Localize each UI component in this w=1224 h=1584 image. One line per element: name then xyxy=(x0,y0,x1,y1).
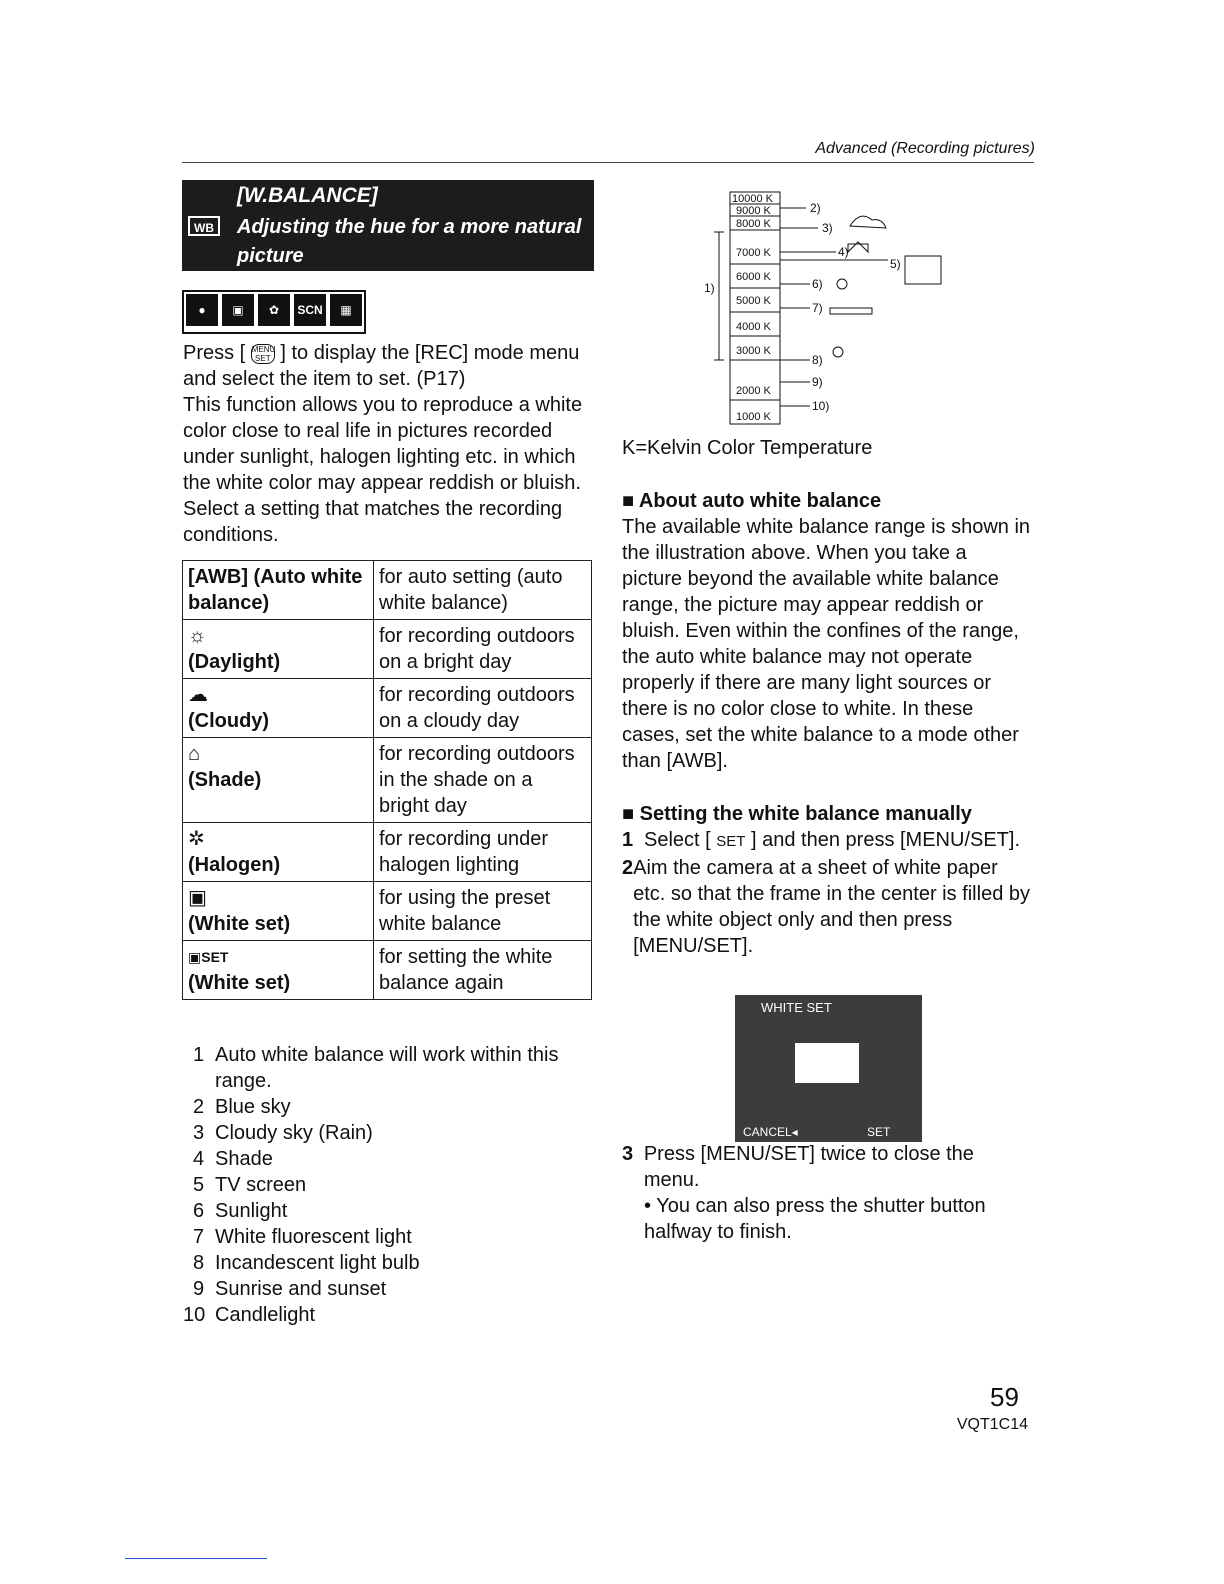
temp-label: 6000 K xyxy=(736,271,771,283)
diagram-caption: K=Kelvin Color Temperature xyxy=(622,437,873,459)
white-balance-table xyxy=(182,560,592,1000)
temp-label: 2000 K xyxy=(736,385,771,397)
screen-set: SET xyxy=(867,1125,891,1139)
normal-mode-icon: ● xyxy=(184,292,220,328)
table-cell: for recording outdoors in the shade on a bright day xyxy=(374,738,592,823)
section-header: Advanced (Recording pictures) xyxy=(815,140,1035,157)
step-3: 3 Press [MENU/SET] twice to close the menu. xyxy=(622,1143,974,1191)
marker-label: 7) xyxy=(812,301,823,315)
screen-cancel: CANCEL◂ xyxy=(743,1125,798,1139)
title-line1: [W.BALANCE] xyxy=(237,184,378,207)
intro-text xyxy=(183,340,583,548)
motion-picture-mode-icon: ▦ xyxy=(328,292,364,328)
table-row xyxy=(183,561,592,620)
notes-list xyxy=(183,1042,585,1328)
white-set-icon: SET xyxy=(716,833,746,850)
table-row xyxy=(183,823,592,882)
screen-title: WHITE SET xyxy=(761,1000,832,1015)
list-item: 4 Shade xyxy=(193,1148,273,1170)
title-line2: Adjusting the hue for a more natural picture xyxy=(237,216,582,267)
marker-label: 3) xyxy=(822,221,833,235)
table-cell: for recording under halogen lighting xyxy=(374,823,592,882)
table-cell: for using the preset white balance xyxy=(374,882,592,941)
white-set-screen xyxy=(735,995,922,1142)
temp-label: 7000 K xyxy=(736,247,771,259)
temp-label: 3000 K xyxy=(736,345,771,357)
menu-set-icon: MENU SET xyxy=(251,344,276,363)
intro-p2: This function allows you to reproduce a white color close to real life in pictures recorded under sunlight, halogen lighting etc. in which the white color may appear reddish or bluish. Select a setting that matches the recording conditions. xyxy=(183,394,583,546)
cloudy-icon: ☁ xyxy=(188,684,208,706)
temp-label: 9000 K xyxy=(736,205,771,217)
marker-label: 10) xyxy=(812,399,830,413)
intro-p1-b: ] to display the [REC] mode menu and select the item to set. (P17) xyxy=(183,342,580,390)
table-cell: for auto setting (auto white balance) xyxy=(374,561,592,620)
awb-name: [AWB] (Auto white balance) xyxy=(188,566,363,614)
header-rule xyxy=(182,162,1034,163)
daylight-icon: ☼ xyxy=(188,625,207,647)
list-item: 7 White fluorescent light xyxy=(193,1226,412,1248)
manual-heading: ■ Setting the white balance manually xyxy=(622,803,972,825)
scene-mode-icon: SCN xyxy=(292,292,328,328)
white-set-again-name: (White set) xyxy=(188,972,291,994)
table-cell: for setting the white balance again xyxy=(374,941,592,1000)
table-cell: for recording outdoors on a cloudy day xyxy=(374,679,592,738)
temp-label: 8000 K xyxy=(736,218,771,230)
list-item: 10 Candlelight xyxy=(183,1304,316,1326)
marker-label: 9) xyxy=(812,375,823,389)
table-row xyxy=(183,620,592,679)
tip-bullet: • You can also press the shutter button halfway to finish. xyxy=(644,1195,986,1243)
table-row xyxy=(183,738,592,823)
cloudy-name: (Cloudy) xyxy=(188,710,270,732)
model-code: VQT1C14 xyxy=(956,1416,1028,1433)
list-item: 9 Sunrise and sunset xyxy=(193,1278,387,1300)
simple-mode-icon: ▣ xyxy=(220,292,256,328)
marker-label: 2) xyxy=(810,201,821,215)
daylight-name: (Daylight) xyxy=(188,651,281,673)
list-item: 3 Cloudy sky (Rain) xyxy=(193,1122,373,1144)
white-set-again-icon: ▣SET xyxy=(188,949,229,965)
step-1: 1 Select [ SET ] and then press [MENU/SET]. xyxy=(622,829,1021,851)
white-frame xyxy=(795,1043,859,1083)
list-item: 6 Sunlight xyxy=(193,1200,288,1222)
marker-label: 8) xyxy=(812,353,823,367)
list-item: 2 Blue sky xyxy=(193,1096,291,1118)
marker-label: 6) xyxy=(812,277,823,291)
kelvin-diagram xyxy=(700,188,960,428)
intro-p1-a: Press [ xyxy=(183,342,251,364)
macro-mode-icon: ✿ xyxy=(256,292,292,328)
temp-label: 4000 K xyxy=(736,321,771,333)
about-heading: ■ About auto white balance xyxy=(622,490,882,512)
temp-label: 1000 K xyxy=(736,411,771,423)
bottom-rule xyxy=(125,1558,267,1559)
halogen-icon: ✲ xyxy=(188,828,205,850)
marker-label: 5) xyxy=(890,257,901,271)
page-number: 59 xyxy=(990,1382,1019,1412)
marker-label: 4) xyxy=(838,245,849,259)
white-set-name: (White set) xyxy=(188,913,291,935)
list-item: 1 Auto white balance will work within this range. xyxy=(193,1044,559,1092)
marker-label: 1) xyxy=(704,281,715,295)
mode-icons xyxy=(182,290,366,334)
table-row xyxy=(183,882,592,941)
temp-label: 10000 K xyxy=(732,193,773,205)
title-box xyxy=(182,180,594,271)
list-item: 8 Incandescent light bulb xyxy=(193,1252,420,1274)
wb-badge: WB xyxy=(188,216,220,236)
shade-icon: ⌂ xyxy=(188,743,201,765)
table-row xyxy=(183,941,592,1000)
table-row xyxy=(183,679,592,738)
about-text: The available white balance range is shown in the illustration above. When you take a picture beyond the available white balance range, the picture may appear reddish or bluish. Even within the confines of the range, the auto white balance may not operate properly if there are many light sources or there is no color close to white. In these cases, set the white balance to a mode other than [AWB]. xyxy=(622,516,1031,772)
table-cell: for recording outdoors on a bright day xyxy=(374,620,592,679)
step-2: 2 Aim the camera at a sheet of white paper etc. so that the frame in the center is filled by the white object only and then press [MENU/SET]. xyxy=(622,857,1030,957)
white-set-icon: ▣ xyxy=(188,887,207,909)
list-item: 5 TV screen xyxy=(193,1174,307,1196)
temp-label: 5000 K xyxy=(736,295,771,307)
shade-name: (Shade) xyxy=(188,769,262,791)
halogen-name: (Halogen) xyxy=(188,854,281,876)
